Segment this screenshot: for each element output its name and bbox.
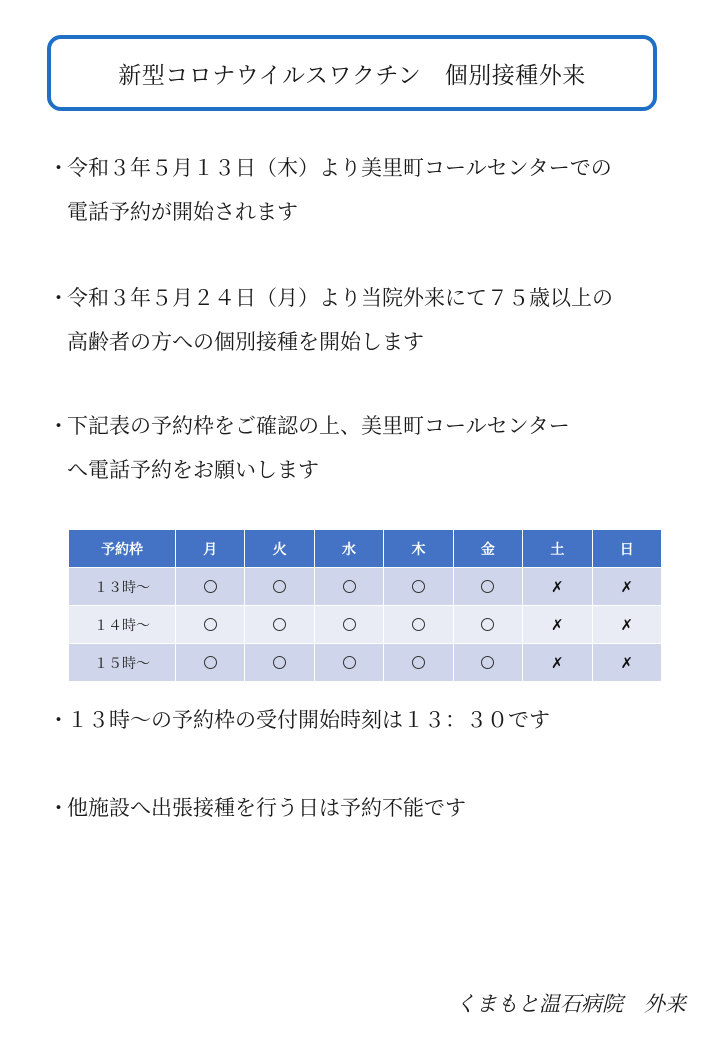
bullet-item-unavailable-days <box>48 786 708 830</box>
table-body <box>69 568 662 682</box>
availability-cell-closed <box>523 606 592 644</box>
open-circle-icon <box>412 580 425 593</box>
open-circle-icon <box>273 618 286 631</box>
availability-cell-open <box>314 644 383 682</box>
availability-cell-open <box>245 568 314 606</box>
open-circle-icon <box>481 618 494 631</box>
availability-cell-closed <box>592 568 661 606</box>
availability-cell-open <box>176 644 245 682</box>
bullet-item-check-schedule <box>48 404 708 492</box>
table-header-day: 月 <box>176 530 245 568</box>
cross-mark-icon: ✗ <box>620 577 634 596</box>
availability-cell-closed <box>523 568 592 606</box>
bullet-text: 下記表の予約枠をご確認の上、美里町コールセンター <box>67 414 570 438</box>
table-header-day: 木 <box>384 530 453 568</box>
availability-cell-open <box>314 606 383 644</box>
bullet-text: 電話予約が開始されます <box>67 200 298 224</box>
availability-cell-open <box>314 568 383 606</box>
open-circle-icon <box>273 656 286 669</box>
availability-cell-closed <box>592 606 661 644</box>
open-circle-icon <box>481 656 494 669</box>
table-header-day: 日 <box>592 530 661 568</box>
open-circle-icon <box>273 580 286 593</box>
page-title: 新型コロナウイルスワクチン 個別接種外来 <box>118 62 586 89</box>
availability-cell-open <box>453 644 522 682</box>
availability-cell-open <box>245 606 314 644</box>
table-row-slot-label: １４時～ <box>69 606 176 644</box>
cross-mark-icon: ✗ <box>620 615 634 634</box>
table-header-day: 土 <box>523 530 592 568</box>
table-row-slot-label: １５時～ <box>69 644 176 682</box>
table-header-slot: 予約枠 <box>69 530 176 568</box>
open-circle-icon <box>204 618 217 631</box>
bullet-mark: ・ <box>48 708 69 732</box>
cross-mark-icon: ✗ <box>620 653 634 672</box>
bullet-item-vaccination-start <box>48 276 708 364</box>
table-header-row <box>69 530 662 568</box>
bullet-text: 令和３年５月１３日（木）より美里町コールセンターでの <box>67 156 612 180</box>
availability-cell-open <box>384 644 453 682</box>
bullet-text: へ電話予約をお願いします <box>67 458 319 482</box>
table-header-day: 金 <box>453 530 522 568</box>
availability-cell-open <box>245 644 314 682</box>
bullet-text: 他施設へ出張接種を行う日は予約不能です <box>67 796 466 820</box>
availability-cell-open <box>384 568 453 606</box>
table-row <box>69 606 662 644</box>
open-circle-icon <box>343 580 356 593</box>
bullet-text: １３時～の予約枠の受付開始時刻は１３：３０です <box>67 708 550 732</box>
table-header-day: 水 <box>314 530 383 568</box>
title-box <box>47 35 657 111</box>
bullet-mark: ・ <box>48 414 69 438</box>
open-circle-icon <box>412 618 425 631</box>
availability-cell-open <box>176 568 245 606</box>
table-row <box>69 568 662 606</box>
table-row-slot-label: １３時～ <box>69 568 176 606</box>
cross-mark-icon: ✗ <box>551 615 564 634</box>
availability-cell-open <box>176 606 245 644</box>
open-circle-icon <box>481 580 494 593</box>
reservation-schedule-table <box>68 529 662 682</box>
availability-cell-open <box>384 606 453 644</box>
bullet-text: 令和３年５月２４日（月）より当院外来にて７５歳以上の <box>67 286 613 310</box>
availability-cell-open <box>453 606 522 644</box>
bullet-mark: ・ <box>48 286 69 310</box>
open-circle-icon <box>343 656 356 669</box>
open-circle-icon <box>204 580 217 593</box>
bullet-text: 高齢者の方への個別接種を開始します <box>67 330 424 354</box>
cross-mark-icon: ✗ <box>551 577 564 596</box>
bullet-item-reception-time <box>48 698 708 742</box>
table-row <box>69 644 662 682</box>
bullet-item-call-center-start <box>48 146 708 234</box>
open-circle-icon <box>204 656 217 669</box>
availability-cell-closed <box>523 644 592 682</box>
open-circle-icon <box>343 618 356 631</box>
hospital-signature: くまもと温石病院 外来 <box>455 992 686 1016</box>
cross-mark-icon: ✗ <box>551 653 564 672</box>
availability-cell-closed <box>592 644 661 682</box>
bullet-mark: ・ <box>48 156 69 180</box>
open-circle-icon <box>412 656 425 669</box>
table-header-day: 火 <box>245 530 314 568</box>
bullet-mark: ・ <box>48 796 69 820</box>
availability-cell-open <box>453 568 522 606</box>
